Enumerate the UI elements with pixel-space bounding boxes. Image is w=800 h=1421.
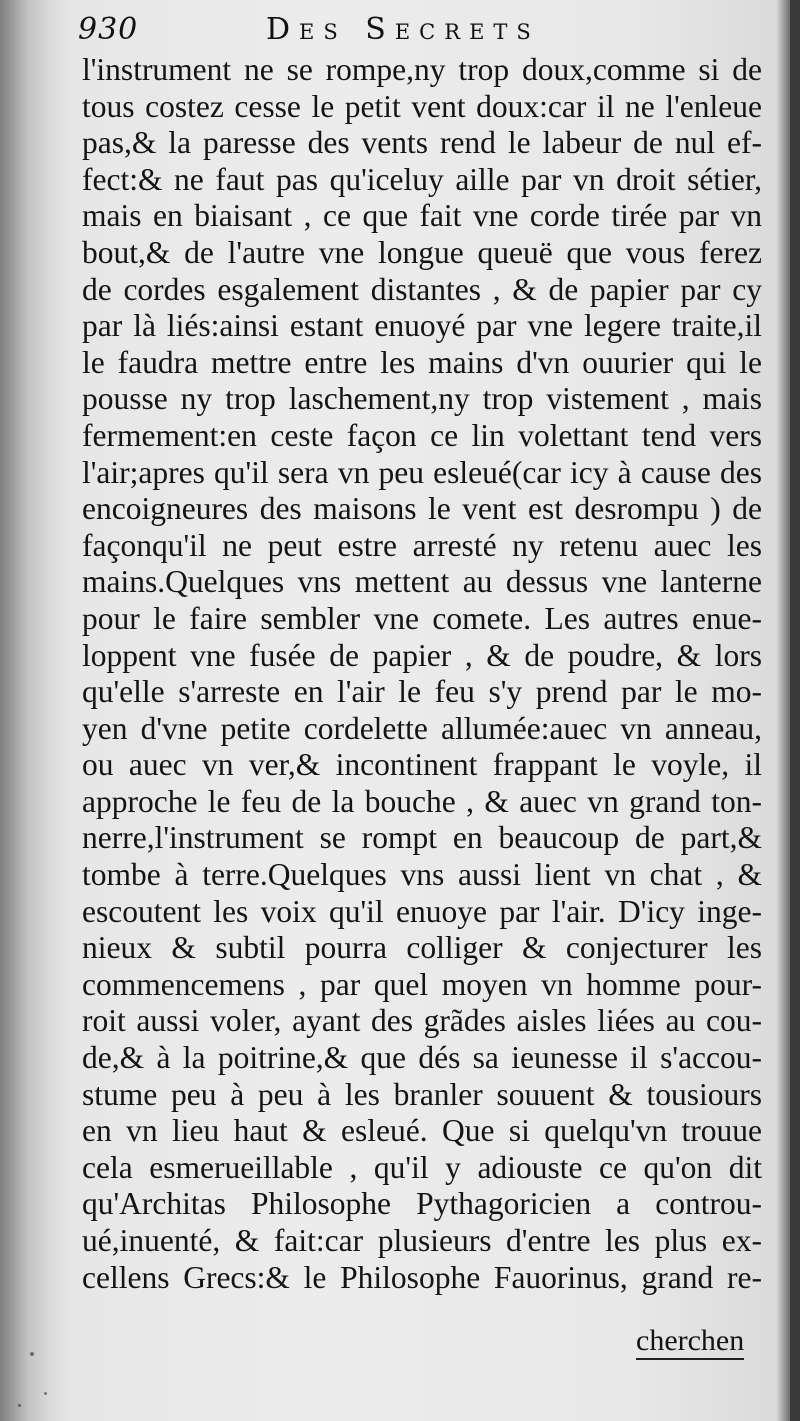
text-line: cellens Grecs:& le Philosophe Fauorinus, grand re- bbox=[82, 1259, 762, 1295]
ink-speck bbox=[44, 1392, 47, 1395]
text-line: nerre,l'instrument se rompt en beaucoup de part,& bbox=[82, 820, 762, 856]
catchword: cherchen bbox=[636, 1324, 744, 1360]
text-line: approche le feu de la bouche , & auec vn grand ton- bbox=[82, 783, 762, 819]
text-line: le faudra mettre entre les mains d'vn ouurier qui le bbox=[82, 344, 762, 380]
text-line: fect:& ne faut pas qu'iceluy aille par vn droit sétier, bbox=[82, 161, 762, 197]
text-line: stume peu à peu à les branler souuent & tousiours bbox=[82, 1076, 762, 1112]
text-line: pousse ny trop laschement,ny trop vistement , mais bbox=[82, 381, 762, 417]
page-edge-shadow bbox=[776, 0, 790, 1421]
text-line: par là liés:ainsi estant enuoyé par vne legere traite,il bbox=[82, 308, 762, 344]
text-line: ou auec vn ver,& incontinent frappant le voyle, il bbox=[82, 747, 762, 783]
page-number: 930 bbox=[78, 12, 139, 47]
running-title: Des Secrets bbox=[266, 12, 540, 47]
text-line: cela esmerueillable , qu'il y adiouste ce qu'on dit bbox=[82, 1149, 762, 1185]
text-line: roit aussi voler, ayant des grãdes aisles liées au cou- bbox=[82, 1003, 762, 1039]
text-line: l'air;apres qu'il sera vn peu esleué(car icy à cause des bbox=[82, 454, 762, 490]
text-line: encoigneures des maisons le vent est desrompu ) de bbox=[82, 491, 762, 527]
body-text bbox=[82, 52, 762, 1296]
text-line: mais en biaisant , ce que fait vne corde tirée par vn bbox=[82, 198, 762, 234]
text-line: fermement:en ceste façon ce lin volettant tend vers bbox=[82, 417, 762, 453]
text-line: de,& à la poitrine,& que dés sa ieunesse il s'accou- bbox=[82, 1040, 762, 1076]
text-line: commencemens , par quel moyen vn homme pour- bbox=[82, 966, 762, 1002]
text-line: mains.Quelques vns mettent au dessus vne lanterne bbox=[82, 564, 762, 600]
gutter-shadow bbox=[0, 0, 70, 1421]
text-line: pour le faire sembler vne comete. Les autres enue- bbox=[82, 600, 762, 636]
ink-speck bbox=[18, 1404, 21, 1407]
text-line: qu'elle s'arreste en l'air le feu s'y prend par le mo- bbox=[82, 674, 762, 710]
text-line: tombe à terre.Quelques vns aussi lient vn chat , & bbox=[82, 857, 762, 893]
text-line: bout,& de l'autre vne longue queuë que vous ferez bbox=[82, 234, 762, 270]
text-line: de cordes esgalement distantes , & de papier par cy bbox=[82, 271, 762, 307]
text-line: nieux & subtil pourra colliger & conjecturer les bbox=[82, 930, 762, 966]
text-line: pas,& la paresse des vents rend le labeur de nul ef- bbox=[82, 125, 762, 161]
running-head bbox=[78, 8, 768, 52]
text-line: qu'Architas Philosophe Pythagoricien a controu- bbox=[82, 1186, 762, 1222]
text-line: tous costez cesse le petit vent doux:car il ne l'enleue bbox=[82, 88, 762, 124]
ink-speck bbox=[30, 1352, 34, 1356]
text-line: façonqu'il ne peut estre arresté ny retenu auec les bbox=[82, 527, 762, 563]
text-line: yen d'vne petite cordelette allumée:auec vn anneau, bbox=[82, 710, 762, 746]
text-line: en vn lieu haut & esleué. Que si quelqu'vn trouue bbox=[82, 1113, 762, 1149]
text-line: escoutent les voix qu'il enuoye par l'air. D'icy inge- bbox=[82, 893, 762, 929]
text-line: loppent vne fusée de papier , & de poudre, & lors bbox=[82, 637, 762, 673]
text-line: ué,inuenté, & fait:car plusieurs d'entre les plus ex- bbox=[82, 1223, 762, 1258]
text-line: l'instrument ne se rompe,ny trop doux,comme si de bbox=[82, 52, 762, 87]
